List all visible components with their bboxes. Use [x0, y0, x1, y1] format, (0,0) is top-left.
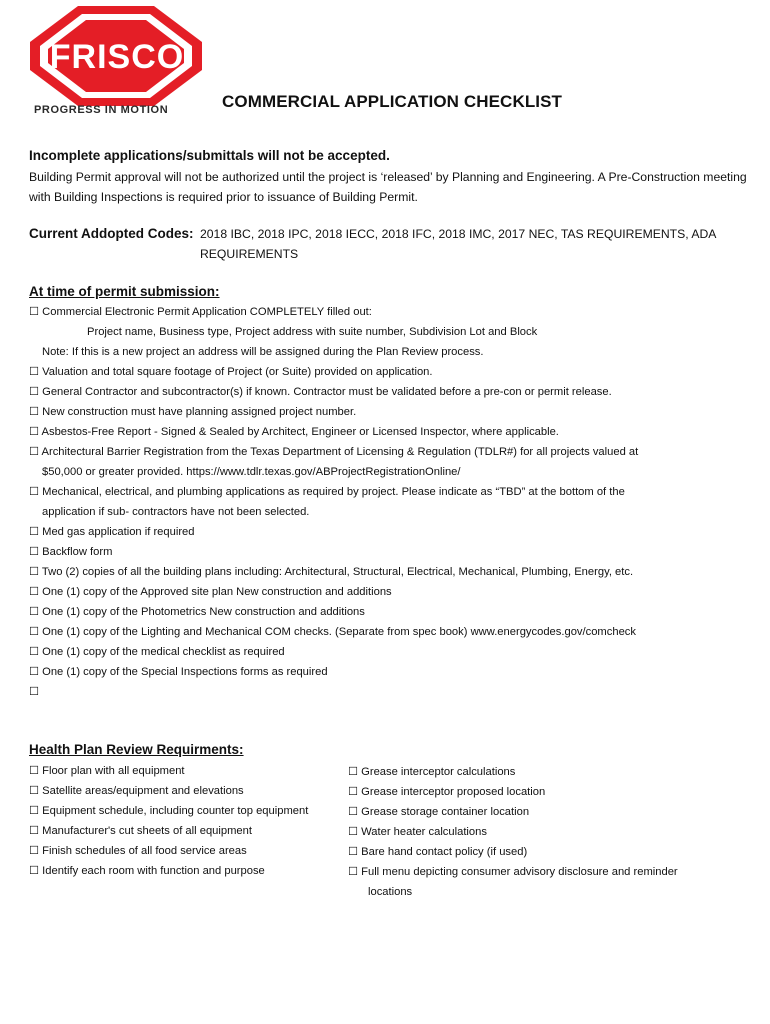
checklist-item: ☐ Valuation and total square footage of Project (or Suite) provided on application. [29, 366, 433, 378]
checklist-item: ☐ One (1) copy of the Lighting and Mechanical COM checks. (Separate from spec book) www.energycodes.gov/comcheck [29, 626, 636, 638]
checklist-item: ☐ Asbestos-Free Report - Signed & Sealed by Architect, Engineer or Licensed Inspector, where applicable. [29, 426, 559, 438]
intro-warning: Incomplete applications/submittals will not be accepted. [29, 148, 390, 163]
health-item: ☐ Grease interceptor proposed location [348, 786, 546, 798]
health-item: ☐ Satellite areas/equipment and elevations [29, 785, 244, 797]
health-item: ☐ Floor plan with all equipment [29, 765, 185, 777]
health-item: ☐ Equipment schedule, including counter top equipment [29, 805, 309, 817]
health-continuation: locations [368, 886, 413, 898]
health-item: ☐ Identify each room with function and purpose [29, 865, 265, 877]
health-item: ☐ Finish schedules of all food service areas [29, 845, 247, 857]
health-heading: Health Plan Review Requirments: [29, 742, 244, 757]
submission-heading: At time of permit submission: [29, 284, 220, 299]
checklist-empty-item: ☐ [29, 686, 40, 698]
checklist-item: ☐ One (1) copy of the Approved site plan New construction and additions [29, 586, 392, 598]
codes-label: Current Addopted Codes: [29, 226, 194, 241]
checklist-continuation: application if sub- contractors have not been selected. [42, 506, 310, 518]
intro-text: Building Permit approval will not be authorized until the project is ‘released’ by Planning and Engineering. A Pre-Construction meeting with Building Inspections is required prior to issuance of Building Permit. [29, 170, 747, 204]
checklist-item: ☐ Backflow form [29, 546, 113, 558]
logo-name-text: FRISCO [49, 38, 185, 76]
health-item: ☐ Bare hand contact policy (if used) [348, 846, 528, 858]
health-item: ☐ Water heater calculations [348, 826, 487, 838]
checklist-item: ☐ Two (2) copies of all the building plans including: Architectural, Structural, Electrical, Mechanical, Plumbing, Energy, etc. [29, 566, 634, 578]
checklist-continuation: $50,000 or greater provided. https://www.tdlr.texas.gov/ABProjectRegistrationOnline/ [42, 466, 461, 478]
checklist-item: ☐ One (1) copy of the Photometrics New construction and additions [29, 606, 365, 618]
submission-heading-wrap [29, 282, 749, 302]
health-item: ☐ Grease storage container location [348, 806, 530, 818]
health-item: ☐ Manufacturer's cut sheets of all equipment [29, 825, 252, 837]
checklist-item: ☐ Med gas application if required [29, 526, 195, 538]
checklist-item: ☐ Mechanical, electrical, and plumbing applications as required by project. Please indicate as “TBD” at the bottom of the [29, 486, 625, 498]
checklist-note: Note: If this is a new project an address will be assigned during the Plan Review process. [42, 346, 484, 358]
health-heading-wrap [29, 740, 749, 760]
checklist-item: ☐ Architectural Barrier Registration from the Texas Department of Licensing & Regulation (TDLR#) for all projects valued at [29, 446, 639, 458]
checklist-item: ☐ Commercial Electronic Permit Application COMPLETELY filled out: [29, 306, 372, 318]
checklist-item: ☐ General Contractor and subcontractor(s) if known. Contractor must be validated before a pre-con or permit release. [29, 386, 612, 398]
checklist-item: ☐ One (1) copy of the medical checklist as required [29, 646, 285, 658]
health-item: ☐ Grease interceptor calculations [348, 766, 516, 778]
checklist-item: ☐ One (1) copy of the Special Inspections forms as required [29, 666, 328, 678]
checklist-subline: Project name, Business type, Project address with suite number, Subdivision Lot and Block [87, 326, 538, 338]
codes-value: 2018 IBC, 2018 IPC, 2018 IECC, 2018 IFC, 2018 IMC, 2017 NEC, TAS REQUIREMENTS, ADA REQUIREMENTS [200, 227, 716, 261]
page-title: COMMERCIAL APPLICATION CHECKLIST [222, 92, 563, 111]
intro-section [29, 146, 749, 207]
logo-tagline: PROGRESS IN MOTION [34, 104, 169, 116]
checklist-item: ☐ New construction must have planning assigned project number. [29, 406, 357, 418]
health-item: ☐ Full menu depicting consumer advisory disclosure and reminder [348, 866, 678, 878]
